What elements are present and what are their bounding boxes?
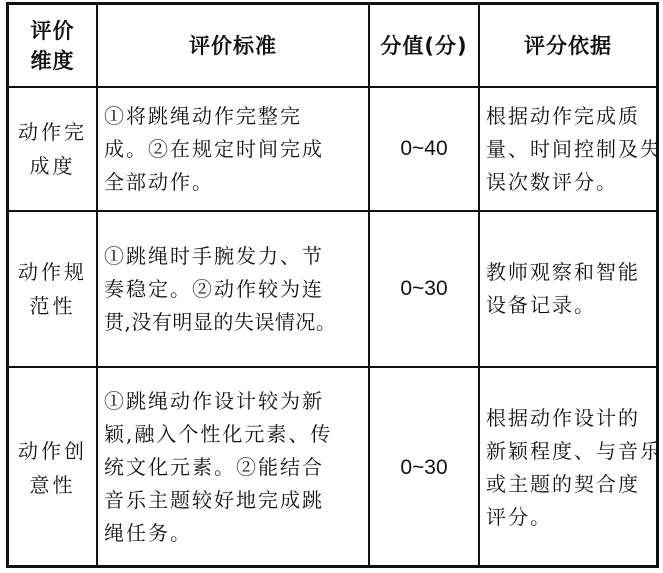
- standard-line: 绳任务。: [104, 521, 192, 545]
- header-standard-label: 评价标准: [189, 33, 277, 58]
- dimension-line: 意性: [29, 472, 76, 497]
- header-score-label: 分值(分): [380, 33, 468, 58]
- header-dimension: [9, 5, 97, 87]
- standard-line: ①将跳绳动作完整完: [104, 103, 302, 128]
- standard-line: ①跳绳时手腕发力、节: [104, 243, 324, 268]
- dimension-line: 动作创: [18, 438, 87, 463]
- table-header-row: [9, 5, 656, 87]
- score-cell: 0~40: [369, 87, 479, 211]
- header-basis-label: 评分依据: [524, 33, 612, 58]
- standard-cell: [97, 211, 369, 367]
- basis-line: 评分。: [486, 504, 552, 529]
- header-dimension-line2: 维度: [30, 48, 75, 73]
- header-standard: [97, 5, 369, 87]
- dimension-cell: [9, 211, 97, 367]
- basis-cell: [479, 211, 656, 367]
- dimension-line: 成度: [29, 154, 76, 178]
- dimension-line: 动作完: [18, 120, 87, 144]
- basis-cell: [479, 367, 662, 567]
- standard-line: ①跳绳动作设计较为新: [104, 389, 324, 413]
- dimension-cell: [9, 367, 97, 567]
- standard-line: 奏稳定。②动作较为连: [104, 276, 324, 301]
- standard-line: 音乐主题较好地完成跳: [104, 488, 324, 512]
- score-cell: 0~30: [369, 211, 479, 367]
- basis-line: 教师观察和智能: [486, 260, 640, 284]
- standard-cell: [97, 87, 369, 211]
- basis-line: 新颖程度、与音乐: [486, 438, 662, 463]
- score-cell: 0~30: [369, 367, 479, 567]
- header-score: [369, 5, 479, 87]
- basis-line: 根据动作完成质: [486, 103, 640, 128]
- standard-line: 贯,没有明显的失误情况。: [104, 309, 337, 334]
- dimension-line: 动作规: [18, 260, 87, 284]
- standard-cell: [97, 367, 369, 567]
- standard-line: 成。②在规定时间完成: [104, 136, 324, 161]
- table-row: [9, 87, 656, 211]
- table-row: [9, 367, 656, 567]
- basis-line: 设备记录。: [486, 293, 596, 317]
- header-dimension-line1: 评价: [30, 18, 75, 43]
- basis-line: 量、时间控制及失: [486, 136, 662, 161]
- table-row: [9, 211, 656, 367]
- standard-line: 统文化元素。②能结合: [104, 455, 324, 479]
- basis-line: 根据动作设计的: [486, 405, 640, 430]
- standard-line: 全部动作。: [104, 169, 214, 194]
- basis-line: 或主题的契合度: [486, 471, 640, 496]
- basis-line: 误次数评分。: [486, 169, 618, 194]
- evaluation-table: [6, 2, 662, 568]
- header-basis: [479, 5, 656, 87]
- standard-line: 颖,融入个性化元素、传: [104, 422, 333, 446]
- dimension-line: 范性: [29, 294, 76, 318]
- basis-cell: [479, 87, 662, 211]
- dimension-cell: [9, 87, 97, 211]
